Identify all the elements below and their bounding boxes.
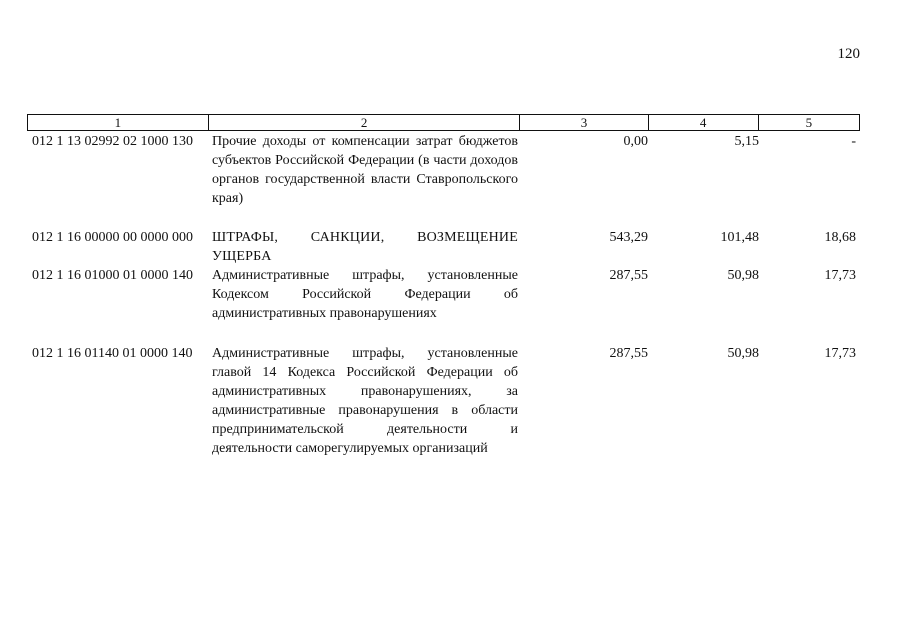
revenue-name: Административные штрафы, установленные Кодексом Российской Федерации об административных правонарушениях — [212, 268, 518, 321]
value-col-4: 50,98 — [727, 346, 759, 361]
budget-code: 012 1 16 01140 01 0000 140 — [32, 346, 193, 361]
value-col-4: 101,48 — [720, 230, 759, 245]
column-header-1: 1 — [114, 115, 122, 130]
column-header-3: 3 — [519, 115, 647, 130]
value-col-3: 287,55 — [609, 268, 648, 283]
value-col-3: 287,55 — [609, 346, 648, 361]
value-col-3: 0,00 — [623, 134, 648, 149]
value-col-4: 50,98 — [727, 268, 759, 283]
page-number: 120 — [837, 46, 860, 62]
revenue-table — [27, 114, 860, 456]
value-col-5: 17,73 — [824, 346, 856, 361]
value-col-5: 17,73 — [824, 268, 856, 283]
budget-code: 012 1 13 02992 02 1000 130 — [32, 134, 193, 149]
value-col-4: 5,15 — [734, 134, 759, 149]
column-header-4: 4 — [648, 115, 758, 130]
revenue-name: Административные штрафы, установленные главой 14 Кодекса Российской Федерации об административных правонарушениях, за административные правонарушения в области предпринимательской деятельности и деятельности саморегулируемых организаций — [212, 346, 518, 456]
column-header-5: 5 — [758, 115, 859, 130]
value-col-5: 18,68 — [824, 230, 856, 245]
table-header-row — [27, 114, 860, 131]
value-col-3: 543,29 — [609, 230, 648, 245]
value-col-5: - — [851, 134, 856, 149]
column-header-2: 2 — [208, 115, 520, 130]
revenue-name: ШТРАФЫ, САНКЦИИ, ВОЗМЕЩЕНИЕ УЩЕРБА — [212, 230, 518, 264]
budget-code: 012 1 16 00000 00 0000 000 — [32, 230, 193, 245]
budget-code: 012 1 16 01000 01 0000 140 — [32, 268, 193, 283]
revenue-name: Прочие доходы от компенсации затрат бюджетов субъектов Российской Федерации (в части доходов органов государственной власти Ставропольского края) — [212, 134, 518, 206]
